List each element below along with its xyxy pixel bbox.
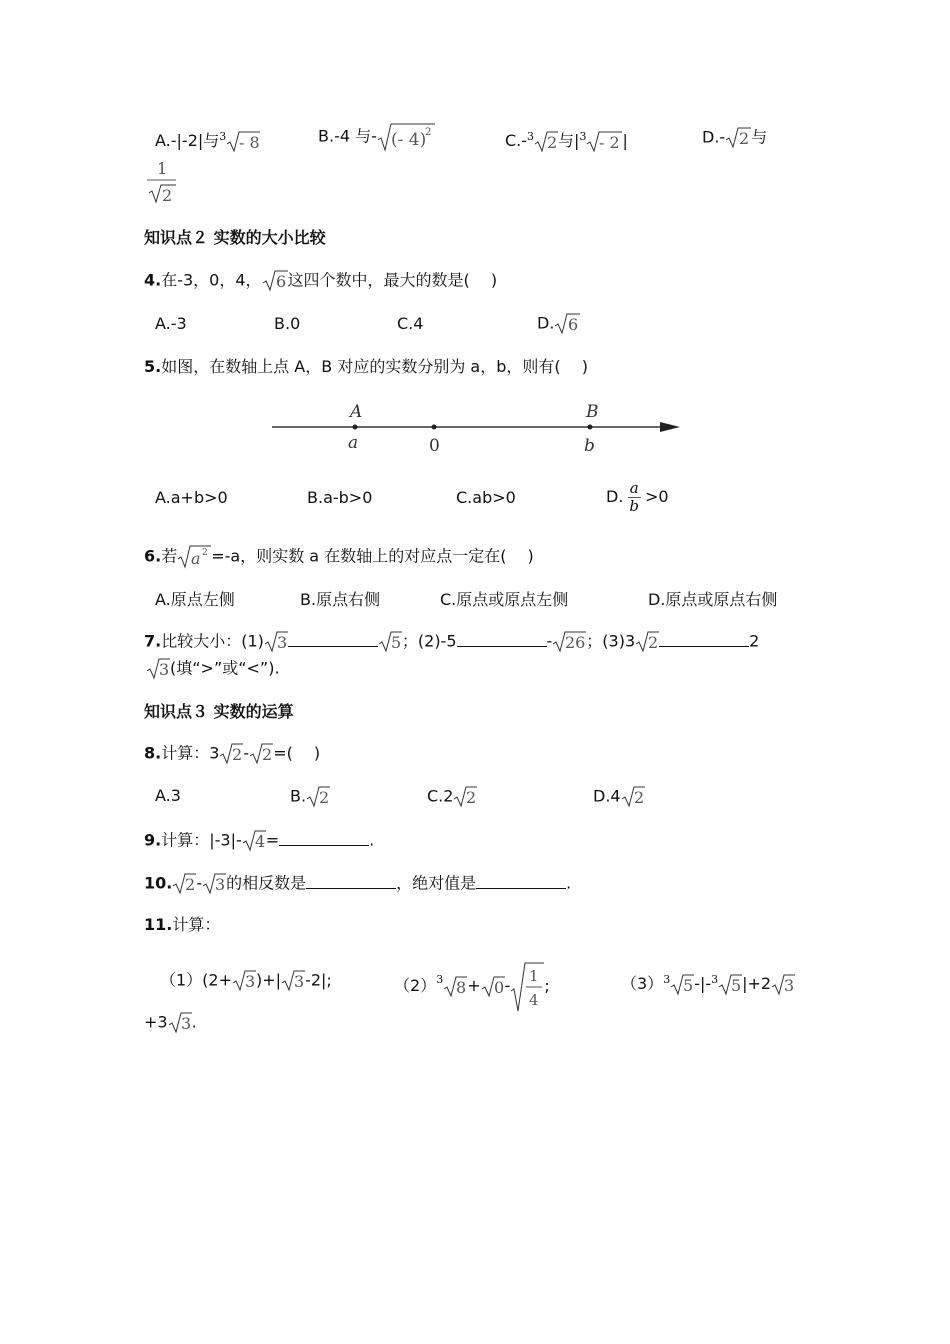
q4-option-d: D. 6	[537, 313, 579, 334]
q5-option-a: A.a+b>0	[155, 488, 228, 507]
label-A: A	[350, 402, 363, 422]
svg-text:- 2: - 2	[599, 132, 621, 152]
q6-option-d: D.原点或原点右侧	[648, 590, 778, 609]
blank-2[interactable]	[457, 632, 547, 647]
q3-option-a: A.-|-2|与$^3$ - 8	[155, 130, 260, 152]
q3-option-b: B.-4 与- (- 4) 2	[318, 122, 435, 152]
q6-option-c: C.原点或原点左侧	[440, 590, 569, 609]
svg-text:4: 4	[529, 990, 539, 1009]
section-2-heading: 知识点２ 实数的大小比较	[144, 228, 326, 247]
svg-text:4: 4	[254, 832, 265, 851]
label-B: B	[586, 402, 599, 422]
label-b: b	[584, 436, 595, 456]
arrow-head-icon	[660, 422, 680, 432]
q4-option-a: A.-3	[155, 314, 187, 333]
blank-opposite[interactable]	[306, 874, 396, 889]
q6-option-b: B.原点右侧	[300, 590, 381, 609]
svg-text:0: 0	[493, 977, 504, 997]
svg-text:6: 6	[568, 315, 579, 334]
section-3-heading: 知识点３ 实数的运算	[144, 702, 294, 721]
point-b-dot	[588, 425, 593, 430]
blank-1[interactable]	[288, 632, 378, 647]
svg-text:2: 2	[319, 788, 330, 807]
svg-text:2: 2	[424, 127, 432, 138]
q8-option-d: D.4 2	[593, 786, 644, 807]
svg-text:2: 2	[162, 186, 173, 205]
label-zero: 0	[429, 436, 440, 456]
blank-3[interactable]	[659, 632, 749, 647]
q6-option-a: A.原点左侧	[155, 590, 235, 609]
question-8: 8.计算：3 2 - 2 =( )	[144, 743, 321, 764]
svg-text:26: 26	[565, 633, 586, 652]
svg-text:3: 3	[294, 972, 305, 991]
svg-text:a: a	[191, 549, 201, 568]
svg-text:2: 2	[232, 745, 243, 764]
blank-answer[interactable]	[279, 831, 369, 846]
q3-option-d-fraction	[146, 158, 178, 212]
q5-option-b: B.a-b>0	[307, 488, 373, 507]
q3-option-d: D.- 2 与	[702, 127, 768, 148]
svg-text:3: 3	[159, 660, 170, 679]
q11-part-2: $(2)^3$ 8 + 0 - 1 4 ;	[394, 954, 550, 1013]
question-7: 7.比较大小：(1) 3 5 ；(2)-5 - 26 ；(3)3 2 2	[144, 631, 760, 652]
svg-text:2: 2	[739, 129, 750, 148]
q3-option-c: C.-$^3$ 2 与$|^3$ - 2 |	[505, 130, 628, 152]
sqrt-neg4-squared-radical	[377, 122, 435, 152]
q8-option-b: B. 2	[290, 786, 330, 807]
svg-text:- 8: - 8	[239, 132, 260, 152]
label-a: a	[348, 433, 359, 453]
q8-option-a: A.3	[155, 786, 181, 805]
q4-option-b: B.0	[274, 314, 301, 333]
svg-text:1: 1	[529, 966, 539, 985]
svg-text:2: 2	[202, 548, 208, 558]
svg-text:2: 2	[633, 788, 644, 807]
q11-part-3: $(3)^3$ 5 -|-$^3$ 5 |+2 3	[621, 973, 795, 995]
q5-option-c: C.ab>0	[456, 488, 516, 507]
number-line-figure	[270, 395, 690, 463]
q5-option-d: D. $\frac{a}{b}$ >0	[606, 479, 669, 515]
svg-text:5: 5	[731, 975, 742, 995]
svg-text:6: 6	[275, 272, 286, 291]
svg-text:3: 3	[276, 633, 288, 652]
sqrt-one-quarter-radical	[510, 961, 544, 1013]
svg-text:3: 3	[784, 975, 795, 995]
question-7-line-2: 3 (填“>”或“<”).	[146, 657, 280, 681]
svg-text:8: 8	[456, 977, 467, 997]
question-9: 9.计算：|-3|- 4 = .	[144, 830, 375, 851]
question-5: 5.如图，在数轴上点 A，B 对应的实数分别为 a，b，则有( )	[144, 357, 588, 376]
q11-part-1: （1）(2+ 3 )+| 3 -2|;	[160, 970, 332, 991]
svg-text:2: 2	[466, 788, 477, 807]
question-11: 11.计算：	[144, 915, 221, 934]
q11-part-3-line-2: +3 3 .	[144, 1012, 197, 1033]
svg-text:2: 2	[185, 875, 196, 894]
blank-absolute[interactable]	[476, 874, 566, 889]
origin-dot	[432, 425, 437, 430]
svg-text:3: 3	[215, 875, 226, 894]
svg-text:1: 1	[157, 159, 168, 178]
point-a-dot	[353, 425, 358, 430]
question-10: 10. 2 - 3 的相反数是 ，绝对值是 .	[144, 873, 572, 894]
question-6: 6.若 a 2 =-a，则实数 a 在数轴上的对应点一定在( )	[144, 546, 534, 568]
cbrt-neg8-radical	[226, 130, 260, 154]
svg-text:2: 2	[262, 745, 273, 764]
svg-text:3: 3	[180, 1014, 191, 1033]
svg-text:3: 3	[245, 972, 256, 991]
svg-text:2: 2	[648, 633, 659, 652]
svg-text:5: 5	[683, 975, 694, 995]
svg-text:(- 4): (- 4)	[390, 130, 427, 150]
svg-text:2: 2	[547, 132, 558, 152]
question-4: 4.在-3，0，4， 6 这四个数中，最大的数是( )	[144, 270, 498, 291]
q4-option-c: C.4	[397, 314, 424, 333]
q8-option-c: C.2 2	[427, 786, 477, 807]
svg-text:5: 5	[390, 633, 402, 652]
